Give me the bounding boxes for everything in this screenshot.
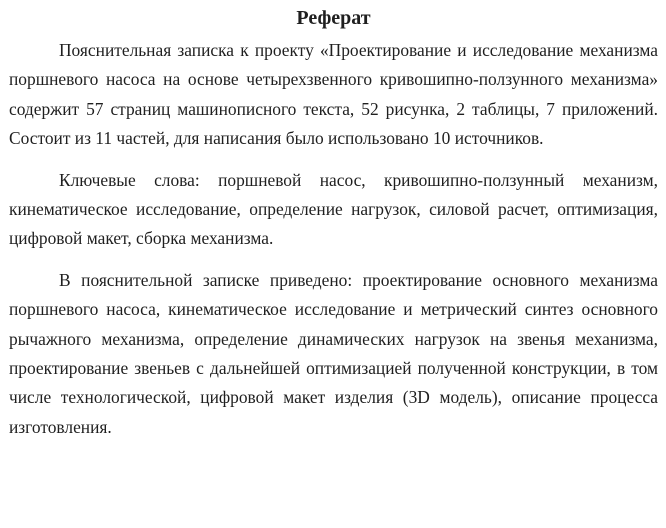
paragraph-contents: В пояснительной записке приведено: проектирование основного механизма поршневого насоса, кинематическое исследование и метрический синтез основного рычажного механизма, определение динамических нагрузок на звенья механизма, проектирование звеньев с дальнейшей оптимизацией полученной конструкции, в том числе технологической, цифровой макет изделия (3D модель), описание процесса изготовления. [9,269,658,437]
document-title: Реферат [296,7,371,29]
paragraph-keywords: Ключевые слова: поршневой насос, кривошипно-ползунный механизм, кинематическое исследование, определение нагрузок, силовой расчет, оптимизация, цифровой макет, сборка механизма. [9,169,658,249]
paragraph-summary: Пояснительная записка к проекту «Проектирование и исследование механизма поршневого насоса на основе четырехзвенного кривошипно-ползунного механизма» содержит 57 страниц машинописного текста, 52 рисунка, 2 таблицы, 7 приложений. Состоит из 11 частей, для написания было использовано 10 источников. [9,40,658,149]
